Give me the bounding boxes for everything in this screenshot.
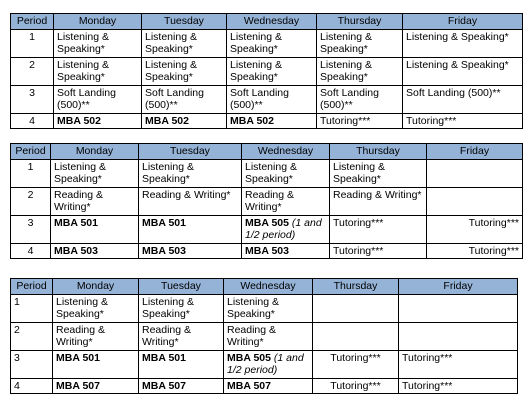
table-cell xyxy=(313,294,399,322)
table-row xyxy=(11,215,523,243)
table-row xyxy=(11,29,523,57)
table-cell xyxy=(399,294,518,322)
table-cell: Listening & Speaking* xyxy=(139,159,242,187)
duration-note: (1 and 1/2 period) xyxy=(245,216,322,241)
col-header-monday: Monday xyxy=(53,279,139,295)
col-header-thursday: Thursday xyxy=(330,144,427,160)
period-cell: 1 xyxy=(11,294,53,322)
table-cell: Tutoring*** xyxy=(399,350,518,378)
table-cell: Reading & Writing* xyxy=(330,187,427,215)
period-cell: 1 xyxy=(11,29,54,57)
table-cell: Soft Landing (500)** xyxy=(317,85,403,113)
duration-note: (1 and 1/2 period) xyxy=(227,351,304,376)
period-cell: 4 xyxy=(11,113,54,129)
table-cell: Tutoring*** xyxy=(427,215,523,243)
col-header-friday: Friday xyxy=(427,144,523,160)
schedule-table-3 xyxy=(10,278,518,394)
table-cell xyxy=(224,350,313,378)
table-cell: Tutoring*** xyxy=(403,113,523,129)
table-cell xyxy=(242,215,330,243)
table-cell: Soft Landing (500)** xyxy=(54,85,142,113)
table-cell: Listening & Speaking* xyxy=(227,29,317,57)
col-header-wednesday: Wednesday xyxy=(227,14,317,30)
table-cell: Tutoring*** xyxy=(399,378,518,394)
table-cell: Listening & Speaking* xyxy=(242,159,330,187)
col-header-monday: Monday xyxy=(54,14,142,30)
col-header-period: Period xyxy=(11,279,53,295)
period-cell: 1 xyxy=(11,159,51,187)
header-row xyxy=(11,144,523,160)
table-row xyxy=(11,159,523,187)
col-header-friday: Friday xyxy=(403,14,523,30)
table-cell: Listening & Speaking* xyxy=(330,159,427,187)
table-cell: Listening & Speaking* xyxy=(142,29,227,57)
period-cell: 4 xyxy=(11,378,53,394)
table-row xyxy=(11,243,523,259)
table-cell: Listening & Speaking* xyxy=(227,57,317,85)
schedule-table-2 xyxy=(10,143,523,259)
table-cell: MBA 503 xyxy=(51,243,139,259)
header-row xyxy=(11,279,518,295)
col-header-friday: Friday xyxy=(399,279,518,295)
table-cell: Soft Landing (500)** xyxy=(142,85,227,113)
period-cell: 2 xyxy=(11,322,53,350)
table-row xyxy=(11,350,518,378)
col-header-monday: Monday xyxy=(51,144,139,160)
col-header-tuesday: Tuesday xyxy=(139,144,242,160)
col-header-period: Period xyxy=(11,144,51,160)
table-row xyxy=(11,57,523,85)
table-cell: Soft Landing (500)** xyxy=(403,85,523,113)
table-cell: MBA 507 xyxy=(53,378,139,394)
table-cell: Listening & Speaking* xyxy=(54,29,142,57)
col-header-wednesday: Wednesday xyxy=(242,144,330,160)
table-cell: Listening & Speaking* xyxy=(403,57,523,85)
table-cell: Soft Landing (500)** xyxy=(227,85,317,113)
table-cell: MBA 503 xyxy=(139,243,242,259)
table-row xyxy=(11,322,518,350)
table-cell: Listening & Speaking* xyxy=(403,29,523,57)
table-cell: Reading & Writing* xyxy=(242,187,330,215)
schedule-table-1 xyxy=(10,13,523,129)
table-row xyxy=(11,113,523,129)
table-cell: Tutoring*** xyxy=(330,243,427,259)
table-cell: MBA 501 xyxy=(139,215,242,243)
table-cell: Tutoring*** xyxy=(427,243,523,259)
table-cell: Listening & Speaking* xyxy=(139,294,224,322)
table-cell xyxy=(427,187,523,215)
col-header-wednesday: Wednesday xyxy=(224,279,313,295)
table-cell: MBA 502 xyxy=(54,113,142,129)
course-code: MBA 505 xyxy=(245,216,289,229)
col-header-thursday: Thursday xyxy=(313,279,399,295)
table-cell: Listening & Speaking* xyxy=(53,294,139,322)
course-code: MBA 505 xyxy=(227,351,271,364)
table-cell xyxy=(313,322,399,350)
period-cell: 3 xyxy=(11,350,53,378)
header-row xyxy=(11,14,523,30)
table-cell: MBA 502 xyxy=(227,113,317,129)
col-header-tuesday: Tuesday xyxy=(139,279,224,295)
table-cell: Listening & Speaking* xyxy=(54,57,142,85)
table-row xyxy=(11,187,523,215)
table-cell: MBA 507 xyxy=(139,378,224,394)
table-cell: Listening & Speaking* xyxy=(317,29,403,57)
table-cell: MBA 502 xyxy=(142,113,227,129)
period-cell: 3 xyxy=(11,215,51,243)
table-cell: Reading & Writing* xyxy=(139,322,224,350)
period-cell: 2 xyxy=(11,57,54,85)
table-cell: Tutoring*** xyxy=(313,378,399,394)
table-row xyxy=(11,294,518,322)
table-cell: MBA 501 xyxy=(53,350,139,378)
table-cell: MBA 503 xyxy=(242,243,330,259)
col-header-period: Period xyxy=(11,14,54,30)
col-header-thursday: Thursday xyxy=(317,14,403,30)
table-row xyxy=(11,85,523,113)
table-cell xyxy=(399,322,518,350)
table-cell: Reading & Writing* xyxy=(139,187,242,215)
table-cell: Tutoring*** xyxy=(313,350,399,378)
table-cell: Listening & Speaking* xyxy=(51,159,139,187)
table-cell: MBA 501 xyxy=(139,350,224,378)
period-cell: 4 xyxy=(11,243,51,259)
table-cell: MBA 501 xyxy=(51,215,139,243)
col-header-tuesday: Tuesday xyxy=(142,14,227,30)
table-cell: Reading & Writing* xyxy=(51,187,139,215)
table-cell: Reading & Writing* xyxy=(53,322,139,350)
table-cell: Listening & Speaking* xyxy=(317,57,403,85)
table-cell: Tutoring*** xyxy=(330,215,427,243)
table-cell: Tutoring*** xyxy=(317,113,403,129)
period-cell: 2 xyxy=(11,187,51,215)
table-row xyxy=(11,378,518,394)
table-cell: Listening & Speaking* xyxy=(224,294,313,322)
table-cell: Reading & Writing* xyxy=(224,322,313,350)
table-cell xyxy=(427,159,523,187)
table-cell: MBA 507 xyxy=(224,378,313,394)
table-cell: Listening & Speaking* xyxy=(142,57,227,85)
period-cell: 3 xyxy=(11,85,54,113)
